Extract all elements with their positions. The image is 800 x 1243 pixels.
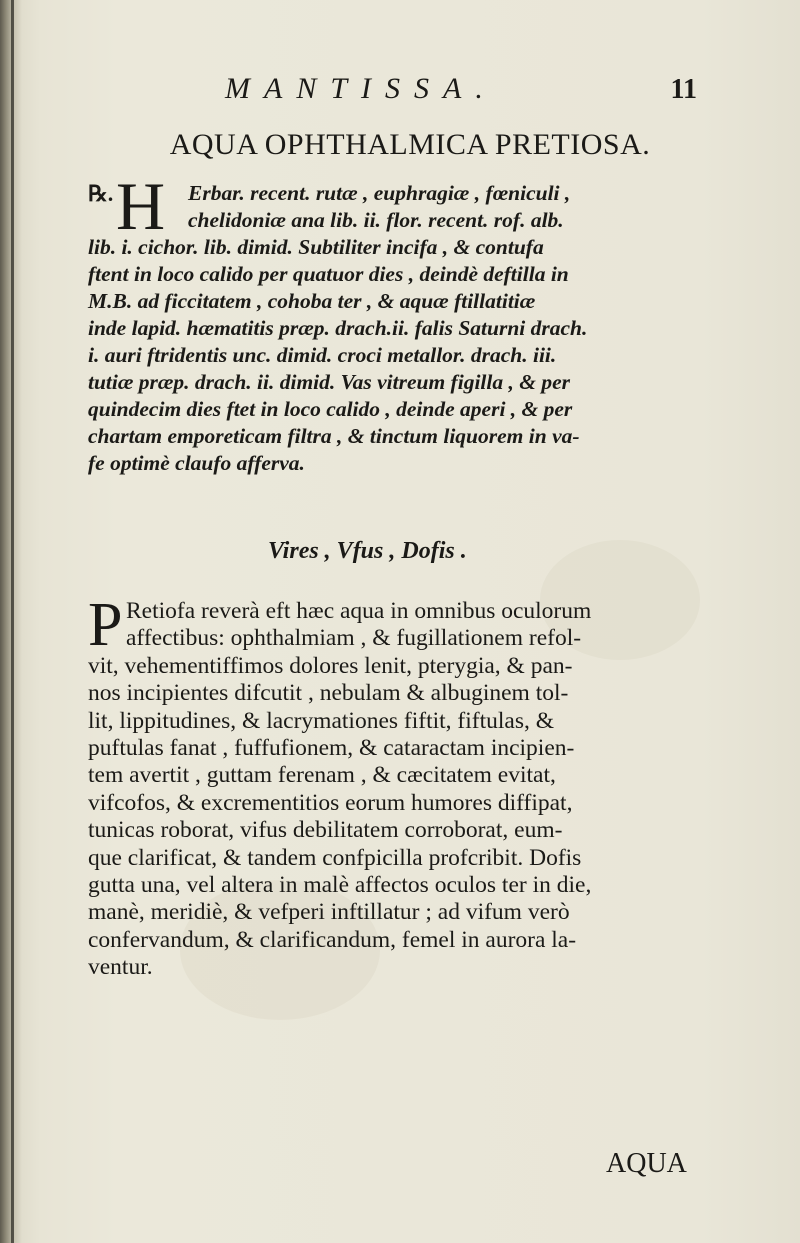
recipe-symbol: ℞.: [88, 181, 114, 206]
text-line: Erbar. recent. rutæ , euphragiæ , fœniculi ,: [188, 181, 571, 205]
spine-edge: [11, 0, 14, 1243]
body-paragraph: [88, 591, 708, 981]
text-line: confervandum, & clarificandum, femel in aurora la-: [88, 926, 577, 953]
running-title: MANTISSA.: [225, 72, 497, 105]
text-line: lit, lippitudines, & lacrymationes fiftit, fiftulas, &: [88, 707, 555, 734]
subheading: Vires , Vfus , Dofis .: [268, 538, 467, 564]
text-line: manè, meridiè, & vefperi inftillatur ; ad vifum verò: [88, 899, 570, 926]
text-line: vifcofos, & excrementitios eorum humores diffipat,: [88, 789, 573, 816]
text-line: vit, vehementiffimos dolores lenit, pterygia, & pan-: [88, 652, 573, 679]
text-line: que clarificat, & tandem confpicilla profcribit. Dofis: [88, 844, 582, 871]
text-line: ftent in loco calido per quatuor dies , deindè deftilla in: [88, 262, 569, 286]
text-line: ventur.: [88, 954, 153, 981]
text-line: lib. i. cichor. lib. dimid. Subtiliter incifa , & contufa: [88, 235, 544, 259]
text-line: puftulas fanat , fuffufionem, & cataractam incipien-: [88, 734, 575, 761]
text-line: nos incipientes difcutit , nebulam & albuginem tol-: [88, 680, 569, 707]
text-line: inde lapid. hæmatitis præp. drach.ii. falis Saturni drach.: [88, 316, 588, 340]
drop-cap: H: [116, 168, 166, 244]
section-heading: AQUA OPHTHALMICA PRETIOSA.: [169, 128, 651, 161]
text-line: M.B. ad ficcitatem , cohoba ter , & aquæ ftillatitiæ: [88, 289, 536, 313]
text-line: tutiæ præp. drach. ii. dimid. Vas vitreum figilla , & per: [88, 370, 570, 394]
text-line: quindecim dies ftet in loco calido , deinde aperi , & per: [88, 397, 573, 421]
text-line: Retiofa reverà eft hæc aqua in omnibus oculorum: [126, 598, 592, 624]
text-line: i. auri ftridentis unc. dimid. croci metallor. drach. iii.: [88, 343, 557, 367]
text-line: affectibus: ophthalmiam , & fugillationem refol-: [126, 625, 582, 652]
text-line: chartam emporeticam filtra , & tinctum liquorem in va-: [88, 424, 580, 448]
text-line: chelidoniæ ana lib. ii. flor. recent. rof. alb.: [188, 208, 564, 232]
page-header: [225, 72, 705, 112]
text-line: fe optimè claufo afferva.: [88, 451, 305, 475]
catchword: AQUA: [606, 1148, 687, 1179]
page-number: 11: [670, 74, 697, 105]
text-line: gutta una, vel altera in malè affectos oculos ter in die,: [88, 871, 592, 898]
drop-cap: P: [88, 591, 123, 659]
text-line: tunicas roborat, vifus debilitatem corroborat, eum-: [88, 817, 563, 844]
recipe-block: [88, 168, 703, 477]
text-line: tem avertit , guttam ferenam , & cæcitatem evitat,: [88, 762, 556, 789]
